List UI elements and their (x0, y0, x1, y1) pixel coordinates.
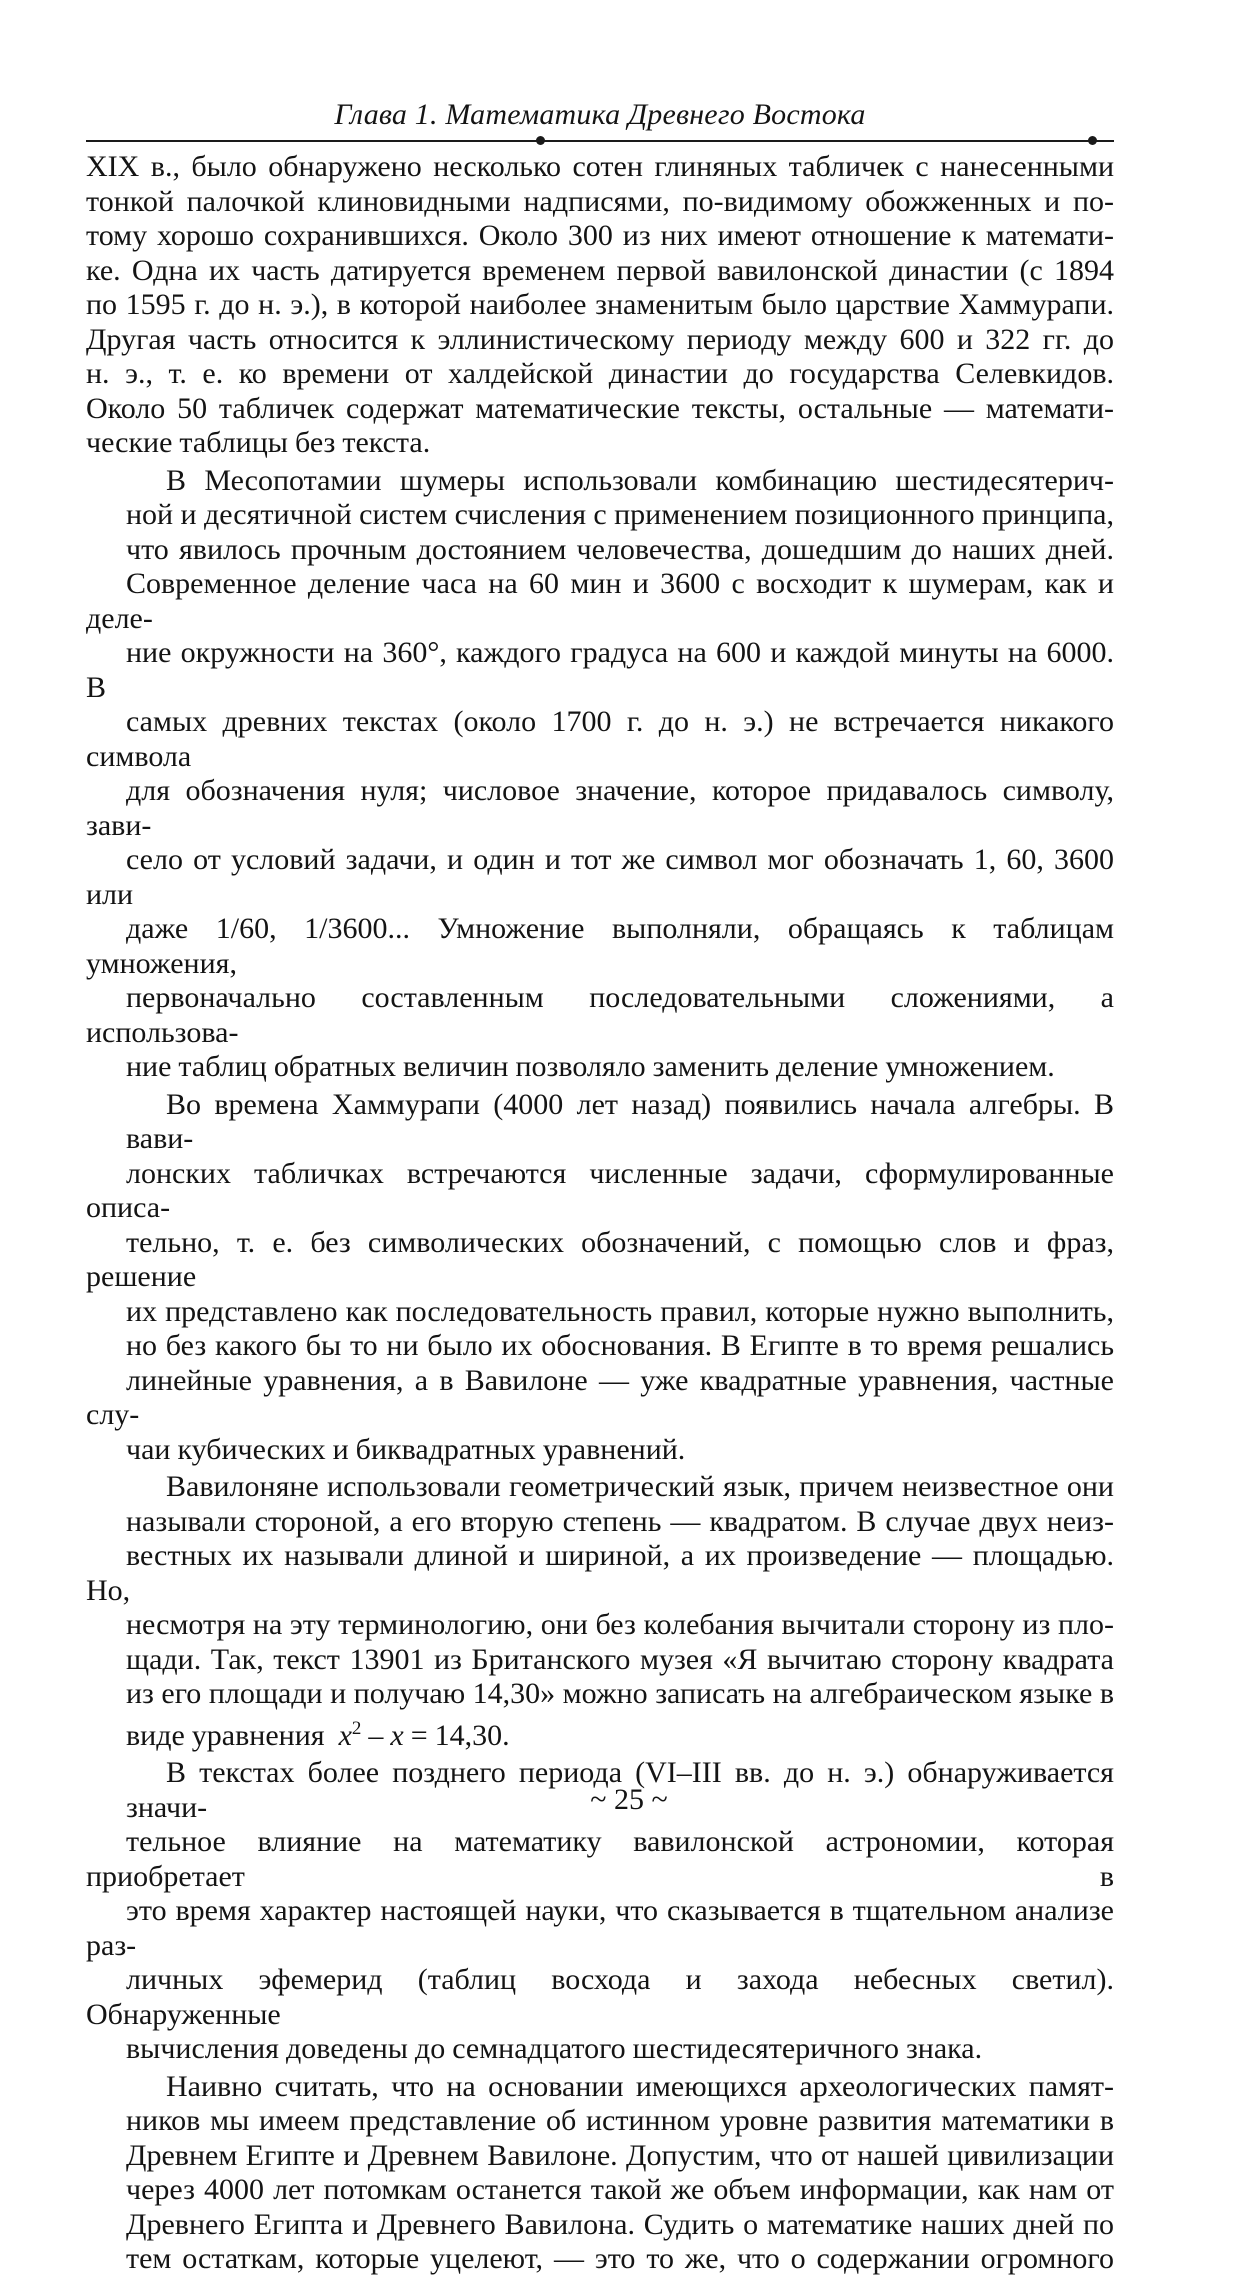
text-line: ников мы имеем представление об истинном уровне развития математики в (126, 2104, 1114, 2137)
text-line: Другая часть относится к эллинистическому периоду между 600 и 322 гг. до (86, 322, 1114, 356)
text-line: Древнего Египта и Древнего Вавилона. Судить о математике наших дней по (126, 2207, 1114, 2241)
text-line: Около 50 табличек содержат математические тексты, остальные — математи- (86, 391, 1114, 425)
text-line: через 4000 лет потомкам останется такой же объем информации, как нам от (126, 2173, 1114, 2206)
text-line: ке. Одна их часть датируется временем первой вавилонской династии (с 1894 (86, 253, 1114, 287)
text-line: село от условий задачи, и один и тот же символ мог обозначать 1, 60, 3600 или (86, 843, 1114, 911)
equation-operator: – (361, 1718, 391, 1752)
text-line: их представлено как последовательность правил, которые нужно выполнить, (126, 1294, 1114, 1328)
text-line: ческие таблицы без текста. (86, 426, 431, 459)
text-line: вычисления доведены до семнадцатого шестидесятеричного знака. (126, 2032, 983, 2065)
paragraph-1 (86, 150, 1114, 461)
text-line: но без какого бы то ни было их обоснования. В Египте в то время решались (126, 1329, 1114, 1362)
text-line: Во времена Хаммурапи (4000 лет назад) появились начала алгебры. В вави- (126, 1087, 1114, 1155)
text-line: несмотря на эту терминологию, они без колебания вычитали сторону из пло- (126, 1608, 1114, 1641)
text-line: Вавилоняне использовали геометрический язык, причем неизвестное они (166, 1470, 1114, 1503)
equation-exponent: 2 (351, 1717, 362, 1739)
paragraph-3 (86, 1088, 1114, 1468)
text-line: линейные уравнения, а в Вавилоне — уже квадратные уравнения, частные слу- (86, 1363, 1114, 1431)
header-rule (86, 140, 1114, 142)
text-line: щади. Так, текст 13901 из Британского музея «Я вычитаю сторону квадрата (126, 1642, 1114, 1676)
text-line: тельное влияние на математику вавилонской астрономии, которая приобретает в (86, 1825, 1114, 1893)
text-line: лонских табличках встречаются численные задачи, сформулированные описа- (86, 1156, 1114, 1224)
text-line: Наивно считать, что на основании имеющихся археологических памят- (166, 2069, 1114, 2103)
text-line: В текстах более позднего периода (VI–III вв. до н. э.) обнаруживается значи- (126, 1756, 1114, 1824)
text-line: ной и десятичной систем счисления с применением позиционного принципа, (126, 498, 1114, 531)
header-rule-dot-left (536, 136, 545, 145)
text-line: для обозначения нуля; числовое значение, которое придавалось символу, зави- (86, 774, 1114, 842)
equation-rhs: = 14,30. (403, 1718, 510, 1752)
equation-prefix: виде уравнения (126, 1718, 325, 1752)
equation-variable: x (390, 1718, 404, 1752)
header-rule-dot-right (1088, 136, 1097, 145)
text-line: это время характер настоящей науки, что сказывается в тщательном анализе раз- (86, 1894, 1114, 1962)
text-line: Древнем Египте и Древнем Вавилоне. Допустим, что от нашей цивилизации (126, 2138, 1114, 2172)
text-line: Современное деление часа на 60 мин и 3600 с восходит к шумерам, как и деле- (86, 567, 1114, 635)
text-line: личных эфемерид (таблиц восхода и захода небесных светил). Обнаруженные (86, 1963, 1114, 2031)
paragraph-6 (86, 2070, 1114, 2277)
paragraph-2 (86, 464, 1114, 1085)
paragraph-4 (86, 1470, 1114, 1753)
text-line: XIX в., было обнаружено несколько сотен глиняных табличек с нанесенными (86, 150, 1114, 183)
text-line: н. э., т. е. ко времени от халдейской династии до государства Селевкидов. (86, 357, 1114, 390)
body-text (86, 150, 1114, 2280)
text-line: тем остаткам, которые уцелеют, — это то же, что о содержании огромного (126, 2242, 1114, 2275)
text-line: называли стороной, а его вторую степень — квадратом. В случае двух неиз- (126, 1504, 1114, 1538)
equation-line (86, 1712, 1114, 1754)
text-line: что явилось прочным достоянием человечества, дошедшим до наших дней. (126, 532, 1114, 566)
text-line: самых древних текстах (около 1700 г. до н. э.) не встречается никакого символа (86, 705, 1114, 773)
text-line: тому хорошо сохранившихся. Около 300 из них имеют отношение к математи- (86, 219, 1114, 252)
text-line: ние окружности на 360°, каждого градуса на 600 и каждой минуты на 6000. В (86, 636, 1114, 704)
text-line: чаи кубических и биквадратных уравнений. (126, 1432, 686, 1466)
text-line: тонкой палочкой клиновидными надписями, по-видимому обожженных и по- (86, 184, 1114, 218)
text-line: первоначально составленным последовательными сложениями, а использова- (86, 981, 1114, 1049)
text-line: тельно, т. е. без символических обозначений, с помощью слов и фраз, решение (86, 1225, 1114, 1293)
page-number: ~ 25 ~ (590, 1783, 668, 1816)
text-line: даже 1/60, 1/3600... Умножение выполняли, обращаясь к таблицам умножения, (86, 912, 1114, 980)
text-line: вестных их называли длиной и шириной, а их произведение — площадью. Но, (86, 1539, 1114, 1607)
text-line: по 1595 г. до н. э.), в которой наиболее знаменитым было царствие Хаммурапи. (86, 288, 1114, 321)
equation-variable: x (338, 1718, 352, 1752)
running-title: Глава 1. Математика Древнего Востока (334, 98, 866, 131)
text-line: В Месопотамии шумеры использовали комбинацию шестидесятерич- (166, 463, 1114, 497)
text-line: ние таблиц обратных величин позволяло заменить деление умножением. (126, 1050, 1055, 1083)
text-line: из его площади и получаю 14,30» можно записать на алгебраическом языке в (126, 1677, 1114, 1710)
